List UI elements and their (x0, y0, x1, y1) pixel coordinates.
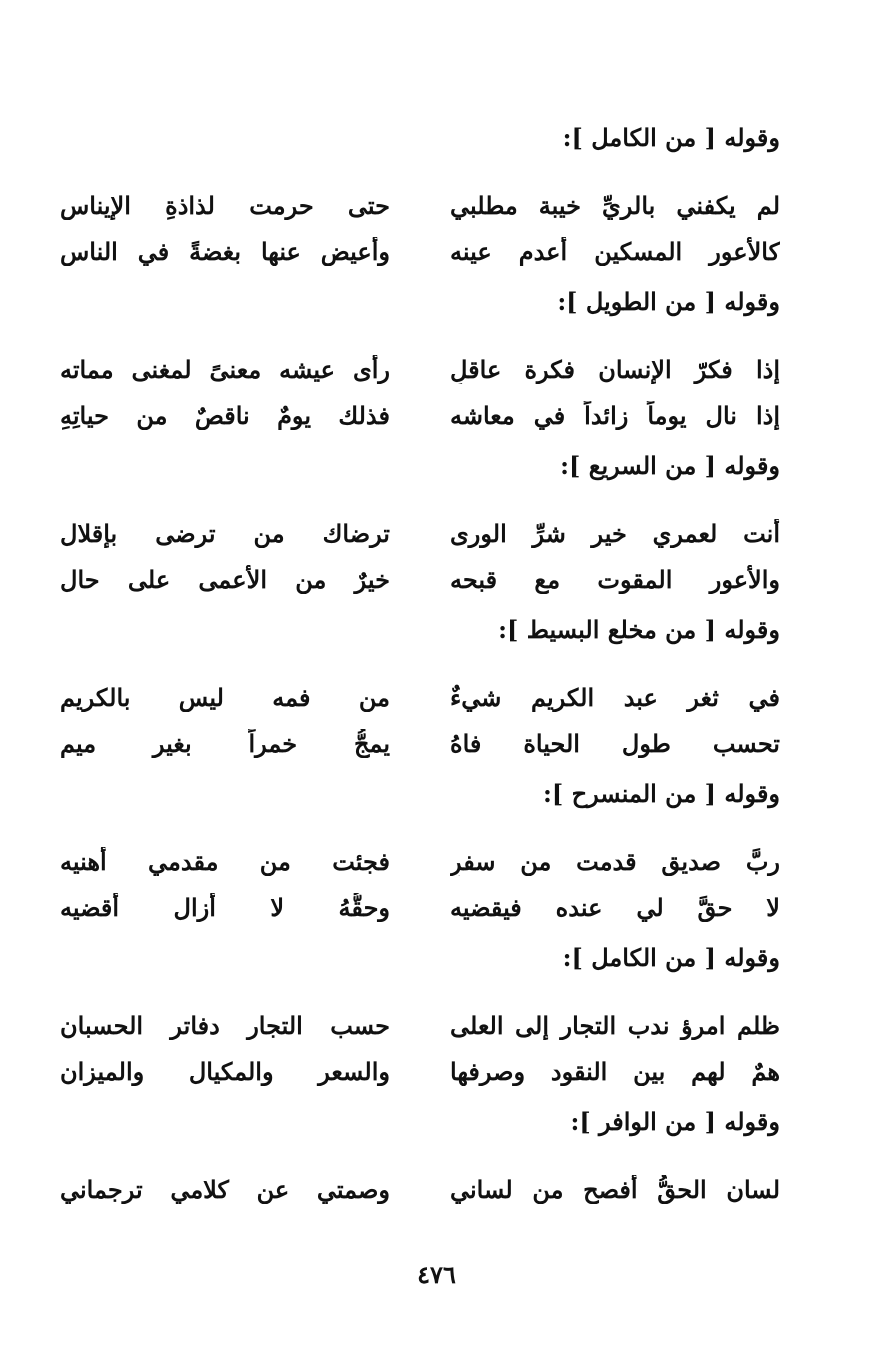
first-hemistich: ظلم امرؤ ندب التجار إلى العلى (450, 1010, 780, 1040)
verse (60, 838, 780, 884)
first-hemistich: لسان الحقُّ أفصح من لساني (450, 1174, 780, 1204)
poem (60, 1002, 780, 1094)
section-intro: وقوله [ من الطويل ]: (557, 287, 780, 316)
verse (60, 510, 780, 556)
page-number: ٤٧٦ (417, 1260, 456, 1289)
poem (60, 346, 780, 438)
second-hemistich: فجئت من مقدمي أهنيه (60, 846, 390, 876)
first-hemistich: والأعور المقوت مع قبحه (450, 564, 780, 594)
poem (60, 1166, 780, 1212)
second-hemistich: ترضاك من ترضى بإقلال (60, 518, 390, 548)
second-hemistich: حتى حرمت لذاذةِ الإيناس (60, 190, 390, 220)
first-hemistich: أنت لعمري خير شرِّ الورى (450, 518, 780, 548)
verse (60, 556, 780, 602)
verse (60, 674, 780, 720)
section-intro: وقوله [ من السريع ]: (560, 451, 780, 480)
second-hemistich: يمجُّ خمراً بغير ميم (60, 728, 390, 758)
second-hemistich: خيرٌ من الأعمى على حال (60, 564, 390, 594)
verse (60, 182, 780, 228)
first-hemistich: لم يكفني بالريِّ خيبة مطلبي (450, 190, 780, 220)
section-intro: وقوله [ من الوافر ]: (570, 1107, 780, 1136)
second-hemistich: من فمه ليس بالكريم (60, 682, 390, 712)
first-hemistich: كالأعور المسكين أعدم عينه (450, 236, 780, 266)
second-hemistich: والسعر والمكيال والميزان (60, 1056, 390, 1086)
verse (60, 1002, 780, 1048)
first-hemistich: إذا فكرّ الإنسان فكرة عاقلٍ (450, 354, 780, 384)
verse (60, 1048, 780, 1094)
second-hemistich: حسب التجار دفاتر الحسبان (60, 1010, 390, 1040)
second-hemistich: فذلك يومٌ ناقصٌ من حياتِهِ (60, 400, 390, 430)
second-hemistich: وأُعيض عنها بغضةً في الناس (60, 236, 390, 266)
verse (60, 228, 780, 274)
first-hemistich: لا حقَّ لي عنده فيقضيه (450, 892, 780, 922)
first-hemistich: إذا نال يوماً زائداً في معاشه (450, 400, 780, 430)
section-intro: وقوله [ من مخلع البسيط ]: (498, 615, 780, 644)
verse (60, 392, 780, 438)
poem (60, 674, 780, 766)
poem (60, 510, 780, 602)
first-hemistich: همٌ لهم بين النقود وصرفها (450, 1056, 780, 1086)
poem (60, 182, 780, 274)
section-intro: وقوله [ من المنسرح ]: (543, 779, 780, 808)
section-intro: وقوله [ من الكامل ]: (562, 943, 780, 972)
verse (60, 720, 780, 766)
first-hemistich: ربَّ صديقٍ قدمت من سفرٍ (450, 846, 780, 876)
first-hemistich: في ثغر عبد الكريم شيءٌ (450, 682, 780, 712)
poem (60, 838, 780, 930)
verse (60, 346, 780, 392)
verse (60, 884, 780, 930)
poetry-page (60, 120, 780, 1212)
second-hemistich: رأى عيشه معنىً لمغنى مماته (60, 354, 390, 384)
verse (60, 1166, 780, 1212)
first-hemistich: تحسب طول الحياة فاهُ (450, 728, 780, 758)
section-intro: وقوله [ من الكامل ]: (562, 123, 780, 152)
second-hemistich: وصمتي عن كلامي ترجماني (60, 1174, 390, 1204)
second-hemistich: وحقُّهُ لا أزال أقضيه (60, 892, 390, 922)
